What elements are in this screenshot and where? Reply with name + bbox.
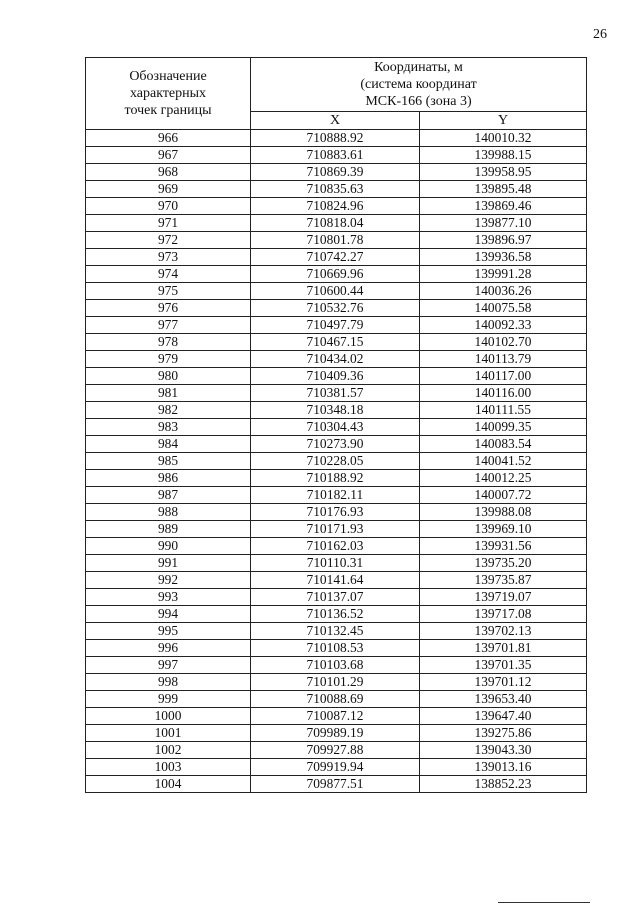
y-coordinate-cell: 139735.87 — [420, 572, 587, 589]
point-number-cell: 988 — [86, 504, 251, 521]
x-coordinate-cell: 710304.43 — [251, 419, 420, 436]
header-top-line: МСК-166 (зона 3) — [365, 94, 472, 109]
header-top-line: (система координат — [360, 77, 477, 92]
x-coordinate-cell: 710818.04 — [251, 215, 420, 232]
point-number-cell: 1001 — [86, 725, 251, 742]
table-row — [86, 266, 587, 283]
y-coordinate-cell: 140116.00 — [420, 385, 587, 402]
y-column-header: Y — [420, 112, 587, 130]
x-coordinate-cell: 710669.96 — [251, 266, 420, 283]
y-coordinate-cell: 139013.16 — [420, 759, 587, 776]
y-coordinate-cell: 140036.26 — [420, 283, 587, 300]
table-row — [86, 198, 587, 215]
point-number-cell: 967 — [86, 147, 251, 164]
table-row — [86, 436, 587, 453]
point-number-cell: 981 — [86, 385, 251, 402]
x-coordinate-cell: 710182.11 — [251, 487, 420, 504]
y-coordinate-cell: 140012.25 — [420, 470, 587, 487]
table-row — [86, 300, 587, 317]
table-row — [86, 487, 587, 504]
y-coordinate-cell: 139701.81 — [420, 640, 587, 657]
point-number-cell: 997 — [86, 657, 251, 674]
point-number-cell: 972 — [86, 232, 251, 249]
point-number-cell: 987 — [86, 487, 251, 504]
point-number-cell: 978 — [86, 334, 251, 351]
x-coordinate-cell: 710835.63 — [251, 181, 420, 198]
x-coordinate-cell: 710108.53 — [251, 640, 420, 657]
y-coordinate-cell: 140007.72 — [420, 487, 587, 504]
x-coordinate-cell: 709877.51 — [251, 776, 420, 793]
x-coordinate-cell: 710532.76 — [251, 300, 420, 317]
table-row — [86, 351, 587, 368]
point-number-cell: 990 — [86, 538, 251, 555]
point-number-cell: 993 — [86, 589, 251, 606]
y-coordinate-cell: 140041.52 — [420, 453, 587, 470]
point-number-cell: 970 — [86, 198, 251, 215]
table-row — [86, 776, 587, 793]
point-number-cell: 983 — [86, 419, 251, 436]
x-coordinate-cell: 710087.12 — [251, 708, 420, 725]
point-number-cell: 985 — [86, 453, 251, 470]
y-coordinate-cell: 139701.12 — [420, 674, 587, 691]
y-coordinate-cell: 139275.86 — [420, 725, 587, 742]
table-row — [86, 538, 587, 555]
table-row — [86, 657, 587, 674]
x-coordinate-cell: 710101.29 — [251, 674, 420, 691]
y-coordinate-cell: 140010.32 — [420, 130, 587, 147]
y-coordinate-cell: 138852.23 — [420, 776, 587, 793]
table-row — [86, 521, 587, 538]
x-coordinate-cell: 710801.78 — [251, 232, 420, 249]
x-coordinate-cell: 710497.79 — [251, 317, 420, 334]
x-coordinate-cell: 710137.07 — [251, 589, 420, 606]
point-number-cell: 971 — [86, 215, 251, 232]
point-number-cell: 979 — [86, 351, 251, 368]
table-row — [86, 334, 587, 351]
point-number-cell: 973 — [86, 249, 251, 266]
point-number-cell: 974 — [86, 266, 251, 283]
y-coordinate-cell: 140113.79 — [420, 351, 587, 368]
page-number: 26 — [593, 27, 607, 42]
point-number-cell: 996 — [86, 640, 251, 657]
table-row — [86, 742, 587, 759]
point-number-cell: 995 — [86, 623, 251, 640]
y-coordinate-cell: 140102.70 — [420, 334, 587, 351]
y-coordinate-cell: 139717.08 — [420, 606, 587, 623]
y-coordinate-cell: 140099.35 — [420, 419, 587, 436]
point-designation-header — [86, 58, 251, 130]
x-coordinate-cell: 710273.90 — [251, 436, 420, 453]
x-coordinate-cell: 710171.93 — [251, 521, 420, 538]
coordinates-header — [251, 58, 587, 112]
y-coordinate-cell: 139969.10 — [420, 521, 587, 538]
x-coordinate-cell: 710162.03 — [251, 538, 420, 555]
y-coordinate-cell: 139988.08 — [420, 504, 587, 521]
x-coordinate-cell: 710348.18 — [251, 402, 420, 419]
y-coordinate-cell: 139931.56 — [420, 538, 587, 555]
point-number-cell: 975 — [86, 283, 251, 300]
table-row — [86, 419, 587, 436]
y-coordinate-cell: 139895.48 — [420, 181, 587, 198]
point-number-cell: 991 — [86, 555, 251, 572]
x-coordinate-cell: 710600.44 — [251, 283, 420, 300]
table-row — [86, 215, 587, 232]
point-number-cell: 992 — [86, 572, 251, 589]
y-coordinate-cell: 140117.00 — [420, 368, 587, 385]
x-coordinate-cell: 710888.92 — [251, 130, 420, 147]
x-coordinate-cell: 710110.31 — [251, 555, 420, 572]
table-row — [86, 147, 587, 164]
x-coordinate-cell: 710141.64 — [251, 572, 420, 589]
table-row — [86, 504, 587, 521]
table-row — [86, 572, 587, 589]
table-row — [86, 691, 587, 708]
x-coordinate-cell: 710136.52 — [251, 606, 420, 623]
x-coordinate-cell: 709989.19 — [251, 725, 420, 742]
y-coordinate-cell: 139936.58 — [420, 249, 587, 266]
y-coordinate-cell: 139653.40 — [420, 691, 587, 708]
table-row — [86, 232, 587, 249]
table-row — [86, 130, 587, 147]
table-row — [86, 164, 587, 181]
point-number-cell: 986 — [86, 470, 251, 487]
point-number-cell: 994 — [86, 606, 251, 623]
x-coordinate-cell: 710103.68 — [251, 657, 420, 674]
table-row — [86, 589, 587, 606]
y-coordinate-cell: 139991.28 — [420, 266, 587, 283]
y-coordinate-cell: 140111.55 — [420, 402, 587, 419]
point-number-cell: 980 — [86, 368, 251, 385]
table-row — [86, 368, 587, 385]
y-coordinate-cell: 139869.46 — [420, 198, 587, 215]
x-coordinate-cell: 710883.61 — [251, 147, 420, 164]
y-coordinate-cell: 139043.30 — [420, 742, 587, 759]
coordinates-table — [85, 57, 587, 793]
header-left-line: точек границы — [124, 103, 212, 118]
x-coordinate-cell: 710381.57 — [251, 385, 420, 402]
y-coordinate-cell: 139896.97 — [420, 232, 587, 249]
x-coordinate-cell: 709927.88 — [251, 742, 420, 759]
x-coordinate-cell: 710409.36 — [251, 368, 420, 385]
y-coordinate-cell: 139702.13 — [420, 623, 587, 640]
table-row — [86, 385, 587, 402]
table-row — [86, 555, 587, 572]
point-number-cell: 976 — [86, 300, 251, 317]
header-left-line: Обозначение — [129, 69, 207, 84]
y-coordinate-cell: 139958.95 — [420, 164, 587, 181]
x-column-header: X — [251, 112, 420, 130]
x-coordinate-cell: 710742.27 — [251, 249, 420, 266]
x-coordinate-cell: 710869.39 — [251, 164, 420, 181]
point-number-cell: 989 — [86, 521, 251, 538]
point-number-cell: 1002 — [86, 742, 251, 759]
x-coordinate-cell: 710434.02 — [251, 351, 420, 368]
table-row — [86, 759, 587, 776]
footer-rule — [498, 902, 590, 903]
y-coordinate-cell: 140092.33 — [420, 317, 587, 334]
table-row — [86, 623, 587, 640]
point-number-cell: 984 — [86, 436, 251, 453]
table-row — [86, 317, 587, 334]
table-row — [86, 470, 587, 487]
y-coordinate-cell: 140075.58 — [420, 300, 587, 317]
table-row — [86, 402, 587, 419]
y-coordinate-cell: 139735.20 — [420, 555, 587, 572]
table-body — [86, 130, 587, 793]
x-coordinate-cell: 710228.05 — [251, 453, 420, 470]
x-coordinate-cell: 710467.15 — [251, 334, 420, 351]
table-row — [86, 640, 587, 657]
table-row — [86, 606, 587, 623]
point-number-cell: 999 — [86, 691, 251, 708]
y-coordinate-cell: 139701.35 — [420, 657, 587, 674]
y-coordinate-cell: 139988.15 — [420, 147, 587, 164]
y-coordinate-cell: 139647.40 — [420, 708, 587, 725]
table-header — [86, 58, 587, 130]
table-row — [86, 283, 587, 300]
y-coordinate-cell: 139719.07 — [420, 589, 587, 606]
point-number-cell: 982 — [86, 402, 251, 419]
table-row — [86, 181, 587, 198]
point-number-cell: 966 — [86, 130, 251, 147]
x-coordinate-cell: 710176.93 — [251, 504, 420, 521]
table-row — [86, 453, 587, 470]
point-number-cell: 998 — [86, 674, 251, 691]
x-coordinate-cell: 709919.94 — [251, 759, 420, 776]
point-number-cell: 1004 — [86, 776, 251, 793]
table-row — [86, 674, 587, 691]
x-coordinate-cell: 710132.45 — [251, 623, 420, 640]
table-row — [86, 249, 587, 266]
x-coordinate-cell: 710188.92 — [251, 470, 420, 487]
point-number-cell: 1000 — [86, 708, 251, 725]
header-top-line: Координаты, м — [374, 60, 463, 75]
point-number-cell: 968 — [86, 164, 251, 181]
point-number-cell: 969 — [86, 181, 251, 198]
y-coordinate-cell: 139877.10 — [420, 215, 587, 232]
x-coordinate-cell: 710824.96 — [251, 198, 420, 215]
table-row — [86, 708, 587, 725]
y-coordinate-cell: 140083.54 — [420, 436, 587, 453]
header-left-line: характерных — [129, 86, 207, 101]
point-number-cell: 977 — [86, 317, 251, 334]
point-number-cell: 1003 — [86, 759, 251, 776]
table-row — [86, 725, 587, 742]
x-coordinate-cell: 710088.69 — [251, 691, 420, 708]
